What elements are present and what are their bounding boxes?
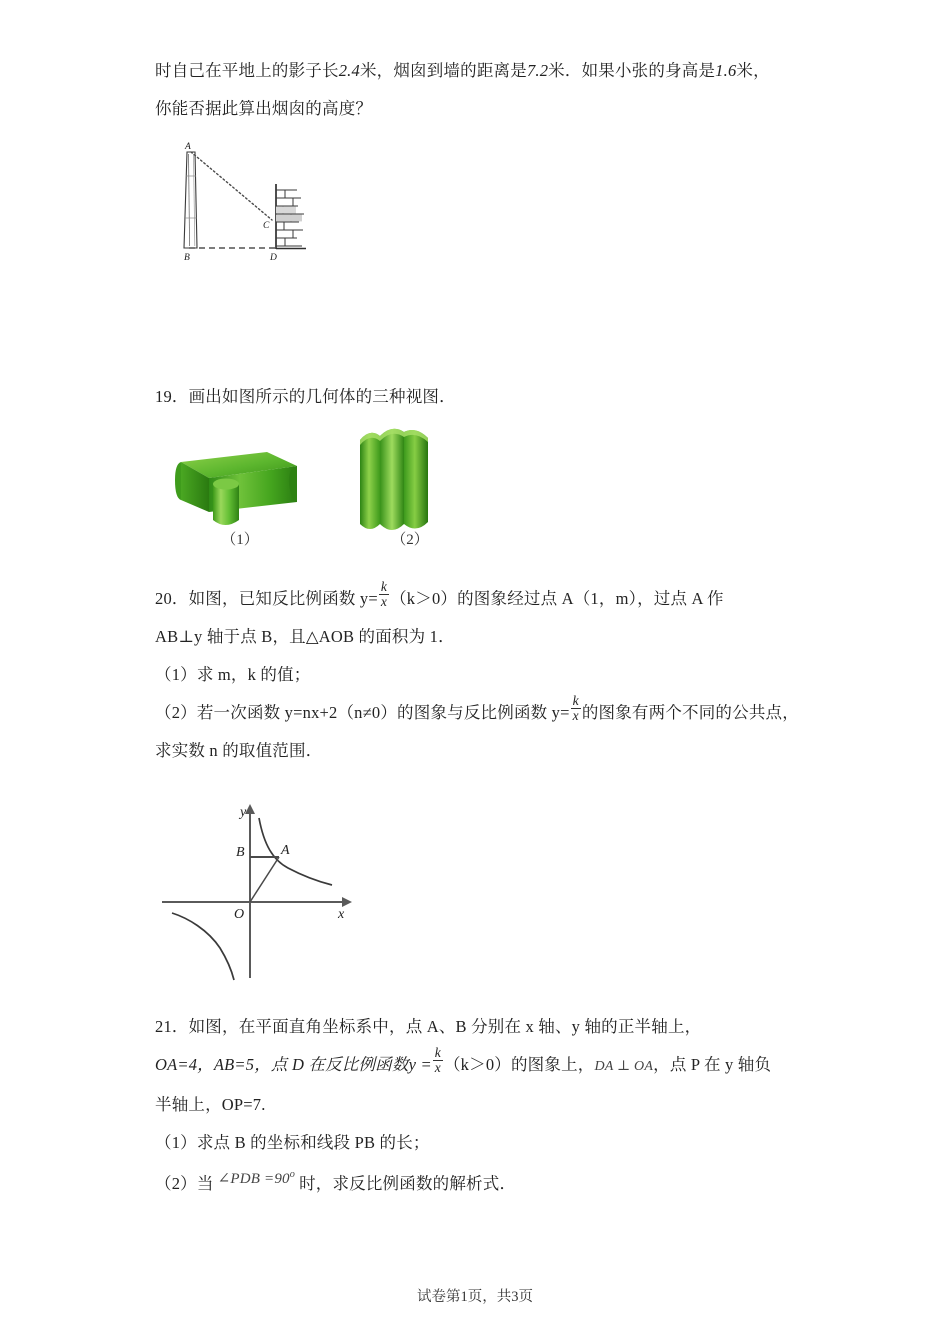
solid-2-caption: （2） xyxy=(391,532,429,548)
problem-21-text-block xyxy=(155,1008,827,1204)
prism-flute-left xyxy=(360,433,380,529)
p20-l1-b: （k＞0）的图象经过点 A（1，m），过点 A 作 xyxy=(390,589,724,608)
light-ray-dotted xyxy=(191,152,272,220)
cylinder-top-ellipse xyxy=(213,479,239,490)
problem-18-line-2: 你能否据此算出烟囱的高度？ xyxy=(155,99,373,118)
hyperbola-branch-q3 xyxy=(172,913,234,980)
prism-flute-mid xyxy=(380,429,404,530)
p21-s2-b: 时，求反比例函数的解析式． xyxy=(299,1174,517,1193)
p18-val-2-4: 2.4 xyxy=(338,61,360,80)
solid-1-cuboid-with-cylinder xyxy=(163,440,303,540)
frac3-denominator: x xyxy=(434,1060,441,1076)
problem-20-line-3: 求实数 n 的取值范围． xyxy=(155,741,323,760)
label-O: O xyxy=(234,907,245,922)
frac3-numerator: k xyxy=(434,1045,441,1061)
problem-20-text-block xyxy=(155,580,827,770)
p20-s2-a: （2）若一次函数 y=nx+2（n≠0）的图象与反比例函数 y= xyxy=(155,703,570,722)
frac-denominator: x xyxy=(380,594,388,610)
problem-18-text-block xyxy=(155,52,815,128)
frac-numerator: k xyxy=(380,579,388,595)
problem-19-stem: 19．画出如图所示的几何体的三种视图． xyxy=(155,387,456,406)
problem-21-sub-1: （1）求点 B 的坐标和线段 PB 的长； xyxy=(155,1133,430,1152)
label-y-axis: y xyxy=(240,805,247,820)
p21-s2-a: （2）当 xyxy=(155,1174,214,1193)
p20-s2-b: 的图象有两个不同的公共点， xyxy=(581,703,799,722)
segment-OA xyxy=(250,857,279,902)
y-axis-arrow xyxy=(245,804,255,814)
p21-l2-y: y = xyxy=(408,1055,432,1074)
p21-angle-text: ∠PDB =90 xyxy=(217,1171,290,1187)
p21-perp-condition: DA ⊥ OA xyxy=(594,1059,654,1074)
problem-19-text-block xyxy=(155,378,815,416)
p18-l1-a: 时自己在平地上的影子长 xyxy=(155,61,339,80)
p18-l1-b: 米，烟囱到墙的距离是 xyxy=(359,61,527,80)
p21-degree-sign: o xyxy=(289,1169,296,1180)
p21-angle-expression xyxy=(218,1156,296,1198)
problem-18-line-1 xyxy=(155,52,815,90)
solid-1-caption: （1） xyxy=(221,532,259,548)
label-B: B xyxy=(236,845,245,860)
label-D: D xyxy=(270,253,277,263)
problem-20-sub-1: （1）求 m，k 的值； xyxy=(155,665,311,684)
fraction-k-over-x-2 xyxy=(571,694,581,723)
problem-20-line-2: AB⊥y 轴于点 B，且△AOB 的面积为 1． xyxy=(155,627,455,646)
label-x-axis: x xyxy=(338,907,345,922)
p18-val-7-2: 7.2 xyxy=(526,61,549,80)
label-A: A xyxy=(281,843,290,858)
p20-l1-a: 20．如图，已知反比例函数 y= xyxy=(155,589,378,608)
problem-21-line-1: 21．如图，在平面直角坐标系中，点 A、B 分别在 x 轴、y 轴的正半轴上， xyxy=(155,1017,702,1036)
p21-l2-b: （k＞0）的图象上， xyxy=(443,1055,595,1074)
p21-l2-a: OA=4，AB=5，点 D 在反比例函数 xyxy=(155,1055,409,1074)
p18-val-1-6: 1.6 xyxy=(715,61,737,80)
fraction-k-over-x xyxy=(379,580,389,609)
fraction-k-over-x-3 xyxy=(433,1046,443,1075)
prism-flute-right xyxy=(404,430,428,529)
solid-2-fluted-prism xyxy=(345,420,465,540)
hyperbola-branch-q1 xyxy=(259,818,332,885)
frac2-numerator: k xyxy=(572,693,579,709)
p21-l2-c: ，点 P 在 y 轴负 xyxy=(653,1055,772,1074)
problem-21-sub-2 xyxy=(155,1162,827,1204)
problem-21-line-2 xyxy=(155,1046,827,1086)
label-A: A xyxy=(185,142,191,152)
p18-l1-c: 米．如果小张的身高是 xyxy=(548,61,716,80)
problem-21-line-3: 半轴上，OP=7. xyxy=(155,1095,266,1114)
label-B: B xyxy=(184,253,190,263)
page-footer: 试卷第1页，共3页 xyxy=(417,1289,533,1305)
problem-20-line-1 xyxy=(155,580,827,618)
problem-20-sub-2 xyxy=(155,694,827,732)
chimney-shape xyxy=(184,152,197,248)
x-axis-arrow xyxy=(342,897,352,907)
label-C: C xyxy=(263,221,270,231)
chimney-shadow-diagram xyxy=(175,142,345,272)
p18-l1-d: 米， xyxy=(736,61,770,80)
hyperbola-graph xyxy=(160,800,355,985)
frac2-denominator: x xyxy=(572,708,579,724)
